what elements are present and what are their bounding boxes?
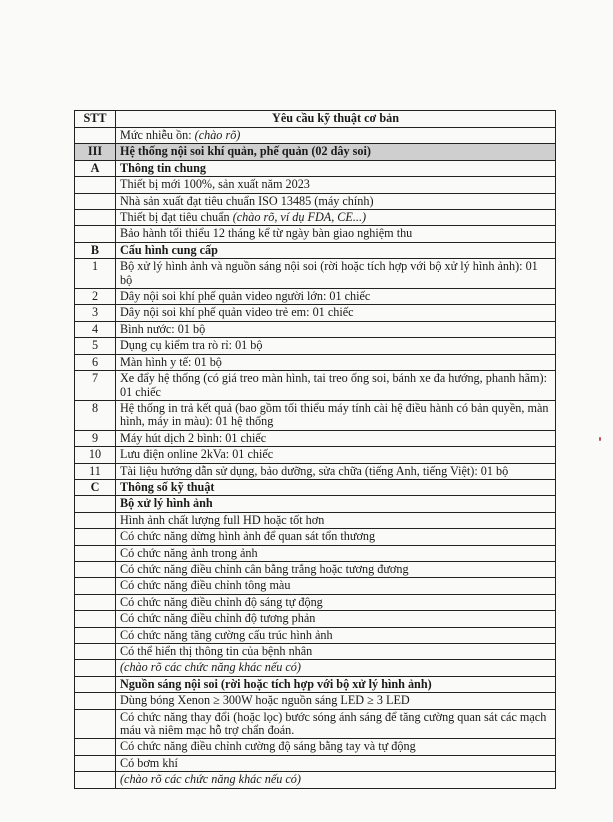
requirement-text: Cấu hình cung cấp: [120, 242, 218, 257]
requirement-cell: [116, 430, 556, 446]
row-number: [75, 772, 116, 788]
stt-column-header: STT: [75, 111, 116, 128]
requirement-cell: [116, 496, 556, 512]
table-row: [75, 430, 556, 446]
requirement-cell: [116, 772, 556, 788]
row-number: C: [75, 479, 116, 495]
table-row: [75, 578, 556, 594]
table-row: [75, 676, 556, 692]
row-number: [75, 193, 116, 209]
requirement-cell: [116, 627, 556, 643]
requirement-cell: [116, 128, 556, 144]
row-number: 3: [75, 305, 116, 321]
table-row: [75, 772, 556, 788]
requirement-cell: [116, 644, 556, 660]
margin-mark: [599, 437, 601, 441]
requirement-text: Có chức năng điều chỉnh cường độ sáng bằng tay và tự động: [120, 739, 416, 754]
requirement-cell: [116, 371, 556, 401]
requirement-cell: [116, 676, 556, 692]
table-row: [75, 259, 556, 289]
requirement-text: Hình ảnh chất lượng full HD hoặc tốt hơn: [120, 512, 325, 527]
row-number: [75, 709, 116, 739]
requirement-cell: [116, 561, 556, 577]
table-row: [75, 400, 556, 430]
row-number: A: [75, 160, 116, 176]
row-number: [75, 594, 116, 610]
requirement-text: Có chức năng điều chỉnh tông màu: [120, 578, 291, 593]
requirement-note: (chào rõ): [194, 128, 241, 142]
table-row: [75, 627, 556, 643]
requirement-cell: [116, 512, 556, 528]
requirement-cell: [116, 321, 556, 337]
requirement-text: Dây nội soi khí phế quản video trẻ em: 01 chiếc: [120, 305, 354, 320]
requirement-cell: [116, 338, 556, 354]
requirement-text: Có bơm khí: [120, 755, 178, 770]
requirement-text: Có thể hiển thị thông tin của bệnh nhân: [120, 644, 313, 658]
requirement-cell: [116, 289, 556, 305]
requirement-cell: [116, 693, 556, 709]
requirement-text: Hệ thống in trả kết quả (bao gồm tối thiểu máy tính cài hệ điều hành có bản quyền, màn hình, máy in màu): 01 hệ thống: [120, 400, 549, 429]
row-number: III: [75, 144, 116, 160]
table-row: [75, 709, 556, 739]
table-row: [75, 354, 556, 370]
table-row: [75, 210, 556, 226]
requirement-text: Có chức năng điều chỉnh cân bằng trắng hoặc tương đương: [120, 561, 409, 576]
requirement-text: Dụng cụ kiểm tra rò rỉ: 01 bộ: [120, 338, 263, 353]
requirement-cell: [116, 755, 556, 771]
requirement-note: (chào rõ, ví dụ FDA, CE...): [232, 210, 367, 225]
requirement-text: Lưu điện online 2kVa: 01 chiếc: [120, 447, 274, 462]
requirement-cell: [116, 160, 556, 176]
requirement-cell: [116, 578, 556, 594]
table-row: [75, 611, 556, 627]
requirement-text: Có chức năng điều chỉnh độ sáng tự động: [120, 594, 323, 609]
table-row: [75, 144, 556, 160]
row-number: [75, 627, 116, 643]
requirement-cell: [116, 193, 556, 209]
requirement-cell: [116, 226, 556, 242]
table-row: [75, 160, 556, 176]
requirement-text: Thiết bị mới 100%, sản xuất năm 2023: [120, 177, 310, 192]
requirement-cell: [116, 210, 556, 226]
requirement-text: Hệ thống nội soi khí quản, phế quản (02 dây soi): [120, 144, 371, 159]
table-row: [75, 289, 556, 305]
row-number: 9: [75, 430, 116, 446]
requirement-text: Bảo hành tối thiểu 12 tháng kể từ ngày bàn giao nghiệm thu: [120, 226, 413, 241]
requirement-cell: [116, 463, 556, 479]
requirement-text: Nguồn sáng nội soi (rời hoặc tích hợp với bộ xử lý hình ảnh): [120, 676, 432, 691]
requirement-cell: [116, 739, 556, 755]
requirement-text: Dùng bóng Xenon ≥ 300W hoặc nguồn sáng LED ≥ 3 LED: [120, 693, 410, 708]
table-row: [75, 479, 556, 495]
table-row: [75, 545, 556, 561]
row-number: [75, 128, 116, 144]
requirement-text: Màn hình y tế: 01 bộ: [120, 354, 222, 369]
requirement-cell: [116, 594, 556, 610]
table-row: [75, 371, 556, 401]
requirement-cell: [116, 611, 556, 627]
table-row: [75, 338, 556, 354]
table-row: [75, 496, 556, 512]
requirement-note: (chào rõ các chức năng khác nếu có): [120, 660, 301, 675]
requirement-cell: [116, 259, 556, 289]
requirement-cell: [116, 479, 556, 495]
table-row: [75, 594, 556, 610]
requirement-cell: [116, 447, 556, 463]
requirement-text: Thông tin chung: [120, 160, 207, 175]
requirement-cell: [116, 144, 556, 160]
table-row: [75, 226, 556, 242]
table-row: [75, 561, 556, 577]
requirement-text: Có chức năng tăng cường cấu trúc hình ảnh: [120, 627, 333, 642]
row-number: 4: [75, 321, 116, 337]
row-number: [75, 512, 116, 528]
row-number: [75, 739, 116, 755]
requirement-cell: [116, 177, 556, 193]
requirement-cell: [116, 400, 556, 430]
requirement-text: Thiết bị đạt tiêu chuẩn: [120, 210, 233, 225]
table-row: [75, 463, 556, 479]
row-number: 2: [75, 289, 116, 305]
row-number: [75, 226, 116, 242]
requirement-text: Mức nhiễu ồn:: [120, 128, 195, 142]
requirements-column-header: Yêu cầu kỹ thuật cơ bản: [116, 111, 556, 128]
row-number: [75, 693, 116, 709]
requirements-table: [74, 110, 556, 789]
table-row: [75, 447, 556, 463]
table-row: [75, 242, 556, 258]
requirement-text: Có chức năng điều chỉnh độ tương phản: [120, 611, 316, 626]
row-number: [75, 611, 116, 627]
requirement-text: Có chức năng thay đổi (hoặc lọc) bước sóng ánh sáng để tăng cường quan sát các mạch máu và niêm mạc hỗ trợ chẩn đoán.: [120, 709, 547, 738]
requirement-cell: [116, 305, 556, 321]
row-number: [75, 545, 116, 561]
requirement-cell: [116, 545, 556, 561]
row-number: [75, 210, 116, 226]
requirement-cell: [116, 529, 556, 545]
table-row: [75, 739, 556, 755]
table-row: [75, 512, 556, 528]
requirement-text: Tài liệu hướng dẫn sử dụng, bảo dưỡng, sửa chữa (tiếng Anh, tiếng Việt): 01 bộ: [120, 463, 509, 478]
row-number: B: [75, 242, 116, 258]
table-row: [75, 193, 556, 209]
requirement-text: Thông số kỹ thuật: [120, 479, 215, 494]
table-header-row: [75, 111, 556, 128]
requirement-text: Có chức năng dừng hình ảnh để quan sát tổn thương: [120, 529, 376, 544]
table-row: [75, 644, 556, 660]
requirement-text: Nhà sản xuất đạt tiêu chuẩn ISO 13485 (máy chính): [120, 193, 374, 208]
requirement-text: Xe đẩy hệ thống (có giá treo màn hình, tai treo ống soi, bánh xe đa hướng, phanh hãm): 01 chiếc: [120, 371, 547, 399]
row-number: [75, 177, 116, 193]
table-row: [75, 755, 556, 771]
requirement-text: Bộ xử lý hình ảnh và nguồn sáng nội soi (rời hoặc tích hợp với bộ xử lý hình ảnh): 01 bộ: [120, 259, 538, 287]
requirement-text: Dây nội soi khí phế quản video người lớn: 01 chiếc: [120, 289, 371, 304]
table-row: [75, 660, 556, 676]
requirement-cell: [116, 354, 556, 370]
row-number: [75, 755, 116, 771]
row-number: 1: [75, 259, 116, 289]
row-number: 7: [75, 371, 116, 401]
table-row: [75, 321, 556, 337]
row-number: 10: [75, 447, 116, 463]
row-number: [75, 529, 116, 545]
row-number: [75, 644, 116, 660]
requirement-text: Bộ xử lý hình ảnh: [120, 496, 213, 511]
row-number: 6: [75, 354, 116, 370]
row-number: [75, 676, 116, 692]
requirement-text: Có chức năng ảnh trong ảnh: [120, 545, 258, 560]
table-body: [75, 128, 556, 789]
row-number: [75, 496, 116, 512]
requirement-text: Máy hút dịch 2 bình: 01 chiếc: [120, 430, 267, 445]
row-number: [75, 561, 116, 577]
row-number: [75, 660, 116, 676]
table-row: [75, 529, 556, 545]
table-row: [75, 177, 556, 193]
requirement-cell: [116, 709, 556, 739]
requirement-cell: [116, 660, 556, 676]
row-number: [75, 578, 116, 594]
row-number: 5: [75, 338, 116, 354]
table-row: [75, 305, 556, 321]
requirement-note: (chào rõ các chức năng khác nếu có): [120, 772, 301, 787]
requirement-text: Bình nước: 01 bộ: [120, 321, 206, 336]
table-row: [75, 128, 556, 144]
requirement-cell: [116, 242, 556, 258]
table-row: [75, 693, 556, 709]
row-number: 8: [75, 400, 116, 430]
row-number: 11: [75, 463, 116, 479]
